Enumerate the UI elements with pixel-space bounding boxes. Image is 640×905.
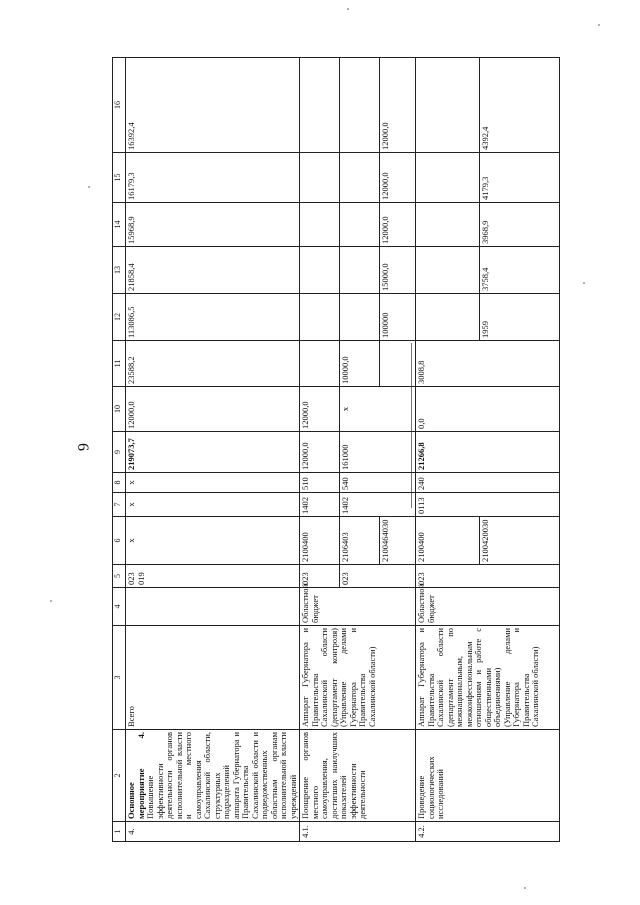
- row-4-1-name: Поощрение органов местного самоуправления, достигших наилучших показателей эффективности деятельности: [300, 730, 416, 822]
- row-4-2-2017-1: [416, 247, 480, 294]
- total-2017: 21858,4: [126, 247, 300, 294]
- row-4-1-2016-1: [300, 294, 340, 341]
- col-8: 8: [113, 473, 126, 493]
- row-4-1-2015-2: 10000,0: [340, 341, 380, 387]
- col-10: 10: [113, 387, 126, 432]
- row-4-2-2018-2: 3968,9: [480, 203, 560, 247]
- row-4-1-rz-1: 1402: [300, 493, 340, 517]
- col-7: 7: [113, 493, 126, 517]
- row-4-2-2019-2: 4179,3: [480, 153, 560, 203]
- row-4-1-grbs-1: 023: [300, 565, 340, 588]
- row-4-2-number: 4.2.: [416, 822, 560, 842]
- row-4-2-grbs-1: 023: [416, 565, 560, 588]
- total-2016: 113086,5: [126, 294, 300, 341]
- column-number-row: [113, 58, 126, 842]
- total-2018: 15968,9: [126, 203, 300, 247]
- col-14: 14: [113, 203, 126, 247]
- col-1: 1: [113, 822, 126, 842]
- total-grbs: 023 019: [126, 565, 300, 588]
- budget-table-rotated: [112, 58, 541, 842]
- row-4-2-source: Областной бюджет: [416, 588, 560, 626]
- total-2020: 16392,4: [126, 58, 300, 153]
- row-4-1-total-1: 12000,0: [300, 432, 340, 473]
- row-4-2-2016-1: [416, 294, 480, 341]
- col-13: 13: [113, 247, 126, 294]
- row-4-2-name: Проведение социологических исследований: [416, 730, 560, 822]
- row-4-2-kcsr-1: 2100400: [416, 517, 480, 565]
- row-4-2-vr-1: 240: [416, 473, 560, 493]
- row-4-1-2019-3: 12000,0: [380, 153, 416, 203]
- row-4-2-executor: Аппарат Губернатора и Правительства Сахалинской области (департамент по межнациональным, межконфессиональным отношениям и работе с общественными объединениями) (Управление делами Губернатора и Правительства Сахалинской области): [416, 626, 560, 730]
- row-4-1-vr-1: 510: [300, 473, 340, 493]
- col-16: 16: [113, 58, 126, 153]
- row-4-1-2019-1: [300, 153, 340, 203]
- col-4: 4: [113, 588, 126, 626]
- total-kcsr: х: [126, 517, 300, 565]
- row-4-1-2020-3: 12000,0: [380, 58, 416, 153]
- row-4-1-2016-3: 100000: [380, 294, 416, 341]
- row-4-1-grbs-2: 023: [340, 565, 416, 588]
- row-4-1-kcsr-1: 2100400: [300, 517, 340, 565]
- section-4-name: [126, 730, 300, 822]
- row-4-1-2017-2: [340, 247, 380, 294]
- total-vr: х: [126, 473, 300, 493]
- row-4-1-executor: Аппарат Губернатора и Правительства Сахалинской области (департамент контроля) (Управление делами Губернатора и Правительства Сахалинской области): [300, 626, 416, 730]
- row-4-2-2020-1: [416, 58, 480, 153]
- total-2015: 23588,2: [126, 341, 300, 387]
- row-4-2-line-1: [416, 58, 480, 842]
- col-3: 3: [113, 626, 126, 730]
- row-4-1-2015-3: [380, 341, 416, 387]
- row-4-1-total-2: 161000: [340, 432, 416, 473]
- total-label: Всего: [126, 626, 300, 730]
- row-4-2-total-1: 21266,8: [416, 432, 560, 473]
- section-4-name-rest: Повышение эффективности деятельности органов исполнительной власти и местного самоуправления Сахалинской области, структурных подразделений аппарата Губернатора и Правительства Сахалинской области и подведомственных областным органам исполнительной власти учреждений: [145, 732, 298, 819]
- row-4-1-2018-3: 12000,0: [380, 203, 416, 247]
- row-4-2-kcsr-2: 2100420030: [480, 517, 560, 565]
- total-source: [126, 588, 300, 626]
- row-4-2-2014-1: 0,0: [416, 387, 560, 432]
- section-4-number: 4.: [126, 822, 300, 842]
- row-4-1-number: 4.1.: [300, 822, 416, 842]
- row-4-1-kcsr-2: 2106403: [340, 517, 380, 565]
- row-4-1-2020-1: [300, 58, 340, 153]
- total-rz: х: [126, 493, 300, 517]
- total-2019: 16179,3: [126, 153, 300, 203]
- col-5: 5: [113, 565, 126, 588]
- row-4-1-2016-2: [340, 294, 380, 341]
- total-sum: 219073,7: [126, 432, 300, 473]
- row-4-1-2014-2: х: [340, 387, 416, 432]
- row-4-1-rz-2: 1402: [340, 493, 416, 517]
- row-4-1-kcsr-3: 2100464030: [380, 517, 416, 565]
- section-4-name-bold: Основное мероприятие 4.: [126, 732, 146, 819]
- budget-table: [112, 57, 560, 842]
- budget-table-frame: [112, 58, 541, 842]
- row-4-2-2020-2: 4392,4: [480, 58, 560, 153]
- row-4-1-2017-3: 15000,0: [380, 247, 416, 294]
- row-4-1-source: Областной бюджет: [300, 588, 416, 626]
- row-4-2-2019-1: [416, 153, 480, 203]
- total-2014: 12000,0: [126, 387, 300, 432]
- row-4-1-2020-2: [340, 58, 380, 153]
- col-15: 15: [113, 153, 126, 203]
- row-4-1-2017-1: [300, 247, 340, 294]
- row-4-2-2016-2: 1959: [480, 294, 560, 341]
- row-4-1-vr-2: 540: [340, 473, 416, 493]
- row-4-1-2018-1: [300, 203, 340, 247]
- col-12: 12: [113, 294, 126, 341]
- col-9: 9: [113, 432, 126, 473]
- section-4-total-row: [126, 58, 300, 842]
- row-4-1-2015-1: [300, 341, 340, 387]
- row-4-1-2014-1: 12000,0: [300, 387, 340, 432]
- row-4-2-2015-1: 3008,8: [416, 341, 560, 387]
- col-11: 11: [113, 341, 126, 387]
- page-number: 6: [74, 443, 91, 451]
- row-4-2-2017-2: 3758,4: [480, 247, 560, 294]
- row-4-1-line-1: [300, 58, 340, 842]
- row-4-1-2019-2: [340, 153, 380, 203]
- col-2: 2: [113, 730, 126, 822]
- row-4-2-rz-1: 0113: [416, 493, 560, 517]
- row-4-2-2018-1: [416, 203, 480, 247]
- col-6: 6: [113, 517, 126, 565]
- row-4-1-2018-2: [340, 203, 380, 247]
